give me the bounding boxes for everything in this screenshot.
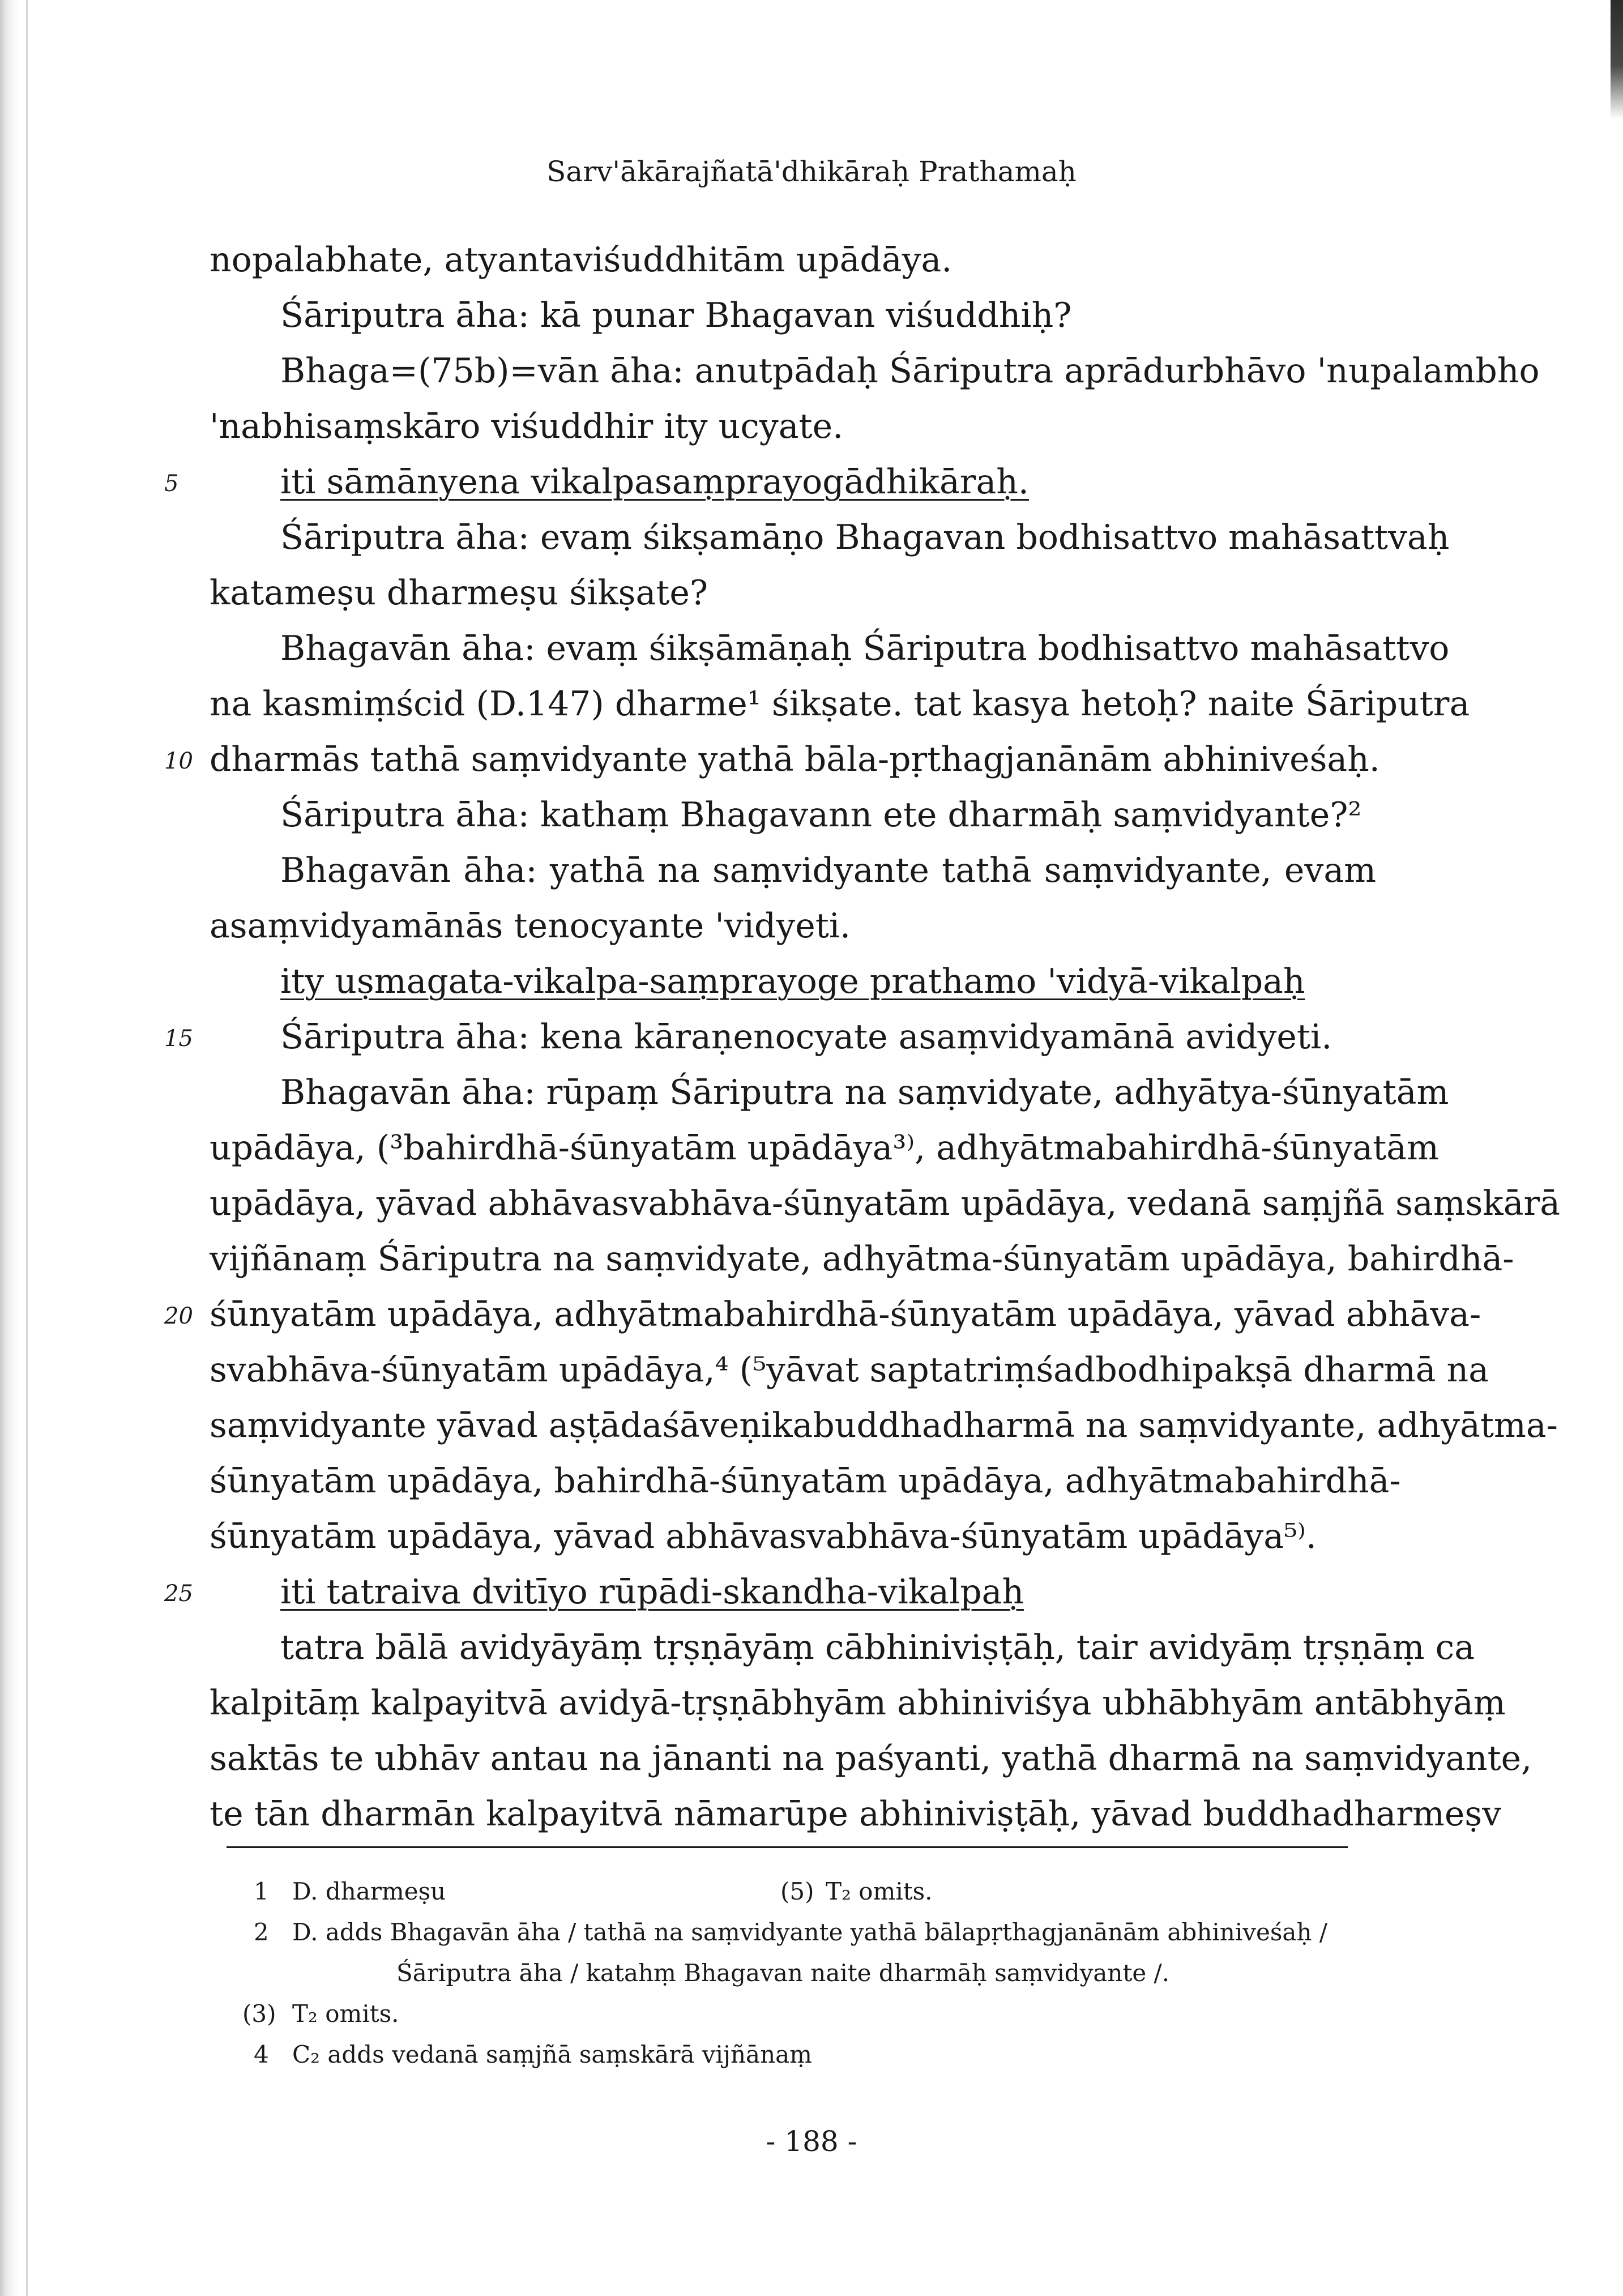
text-line [0,565,1623,621]
footnote-text: D. adds Bhagavān āha / tathā na saṃvidyante yathā bālapṛthagjanānām abhiniveśaḥ / [292,1918,1328,1946]
text-line [0,1453,1623,1509]
text-line [0,399,1623,454]
line-text: Bhaga=(75b)=vān āha: anutpādaḥ Śāriputra aprādurbhāvo 'nupalambho [280,351,1540,391]
line-text: śūnyatām upādāya, bahirdhā-śūnyatām upādāya, adhyātmabahirdhā- [210,1461,1401,1501]
line-text: kalpitāṃ kalpayitvā avidyā-tṛṣṇābhyām abhiniviśya ubhābhyām antābhyāṃ [210,1683,1506,1723]
section-heading: ity uṣmagata-vikalpa-saṃprayoge prathamo 'vidyā-vikalpaḥ [280,962,1305,1001]
footnote-rule [227,1846,1348,1848]
text-line [0,1065,1623,1120]
running-head: Sarv'ākārajñatā'dhikāraḥ Prathamaḥ [546,155,1077,188]
footnote-text: D. dharmeṣu [292,1877,446,1905]
text-line [0,454,1623,510]
text-line [0,621,1623,676]
line-text: saṃvidyante yāvad aṣṭādaśāveṇikabuddhadharmā na saṃvidyante, adhyātma- [210,1406,1558,1445]
line-text: śūnyatām upādāya, yāvad abhāvasvabhāva-śūnyatām upādāya⁵⁾. [210,1517,1317,1556]
line-text: tatra bālā avidyāyāṃ tṛṣṇāyāṃ cābhiniviṣṭāḥ, tair avidyāṃ tṛṣṇāṃ ca [280,1628,1475,1667]
text-line [0,1564,1623,1620]
line-text: Bhagavān āha: yathā na saṃvidyante tathā saṃvidyante, evam [280,851,1376,890]
text-line [0,676,1623,732]
line-text: dharmās tathā saṃvidyante yathā bāla-pṛthagjanānām abhiniveśaḥ. [210,740,1380,779]
line-text: vijñānaṃ Śāriputra na saṃvidyate, adhyātma-śūnyatām upādāya, bahirdhā- [210,1239,1514,1279]
footnote-number: 4 [254,2041,269,2068]
text-line [0,1509,1623,1564]
text-line [0,1231,1623,1287]
footnote-number: 2 [254,1918,269,1946]
line-text: upādāya, (³bahirdhā-śūnyatām upādāya³⁾, adhyātmabahirdhā-śūnyatām [210,1128,1439,1168]
footnote-number: (3) [242,2000,276,2028]
line-number: 20 [164,1303,193,1329]
text-line [0,1342,1623,1398]
text-line [0,1675,1623,1731]
line-text: svabhāva-śūnyatām upādāya,⁴ (⁵yāvat saptatriṃśadbodhipakṣā dharmā na [210,1350,1489,1390]
text-line [0,232,1623,288]
section-heading: iti sāmānyena vikalpasaṃprayogādhikāraḥ. [280,462,1029,502]
line-text: Śāriputra āha: kena kāraṇenocyate asaṃvidyamānā avidyeti. [280,1017,1332,1057]
section-heading: iti tatraiva dvitīyo rūpādi-skandha-vikalpaḥ [280,1572,1024,1612]
footnote-text: Śāriputra āha / katahṃ Bhagavan naite dharmāḥ saṃvidyante /. [396,1959,1170,1987]
line-number: 25 [164,1581,193,1607]
footnote-number: 1 [254,1877,269,1905]
line-text: katameṣu dharmeṣu śikṣate? [210,573,708,613]
line-text: Śāriputra āha: evaṃ śikṣamāṇo Bhagavan bodhisattvo mahāsattvaḥ [280,518,1450,557]
line-text: Bhagavān āha: rūpaṃ Śāriputra na saṃvidyate, adhyātya-śūnyatām [280,1073,1449,1112]
text-line [0,954,1623,1009]
text-line [0,843,1623,898]
line-text: asaṃvidyamānās tenocyante 'vidyeti. [210,906,851,946]
line-text: śūnyatām upādāya, adhyātmabahirdhā-śūnyatām upādāya, yāvad abhāva- [210,1295,1481,1334]
line-text: Bhagavān āha: evaṃ śikṣāmāṇaḥ Śāriputra bodhisattvo mahāsattvo [280,629,1450,668]
text-line [0,1620,1623,1675]
text-line [0,1120,1623,1176]
line-text: Śāriputra āha: kathaṃ Bhagavann ete dharmāḥ saṃvidyante?² [280,795,1362,835]
text-line [0,1176,1623,1231]
line-text: Śāriputra āha: kā punar Bhagavan viśuddhiḥ? [280,296,1072,335]
line-text: 'nabhisaṃskāro viśuddhir ity ucyate. [210,407,844,446]
text-line [0,1398,1623,1453]
line-text: na kasmiṃścid (D.147) dharme¹ śikṣate. tat kasya hetoḥ? naite Śāriputra [210,684,1470,724]
line-text: upādāya, yāvad abhāvasvabhāva-śūnyatām upādāya, vedanā saṃjñā saṃskārā [210,1184,1560,1223]
line-text: nopalabhate, atyantaviśuddhitām upādāya. [210,240,953,280]
footnote-text: T₂ omits. [292,2000,399,2028]
line-text: te tān dharmān kalpayitvā nāmarūpe abhiniviṣṭāḥ, yāvad buddhadharmeṣv [210,1794,1502,1834]
text-line [0,898,1623,954]
line-text: saktās te ubhāv antau na jānanti na paśyanti, yathā dharmā na saṃvidyante, [210,1739,1532,1778]
text-line [0,1731,1623,1786]
page-number: - 188 - [766,2125,857,2158]
text-line [0,288,1623,343]
line-number: 10 [164,748,193,774]
text-line [0,1786,1623,1842]
footnote-text: C₂ adds vedanā saṃjñā saṃskārā vijñānaṃ [292,2041,812,2068]
text-line [0,1287,1623,1342]
scan-corner-mark [1611,0,1623,119]
text-line [0,787,1623,843]
footnote-text: T₂ omits. [826,1877,933,1905]
text-line [0,1009,1623,1065]
line-number: 5 [164,471,179,497]
footnote-number: (5) [780,1877,814,1905]
text-line [0,343,1623,399]
line-number: 15 [164,1026,193,1052]
text-line [0,732,1623,787]
text-line [0,510,1623,565]
